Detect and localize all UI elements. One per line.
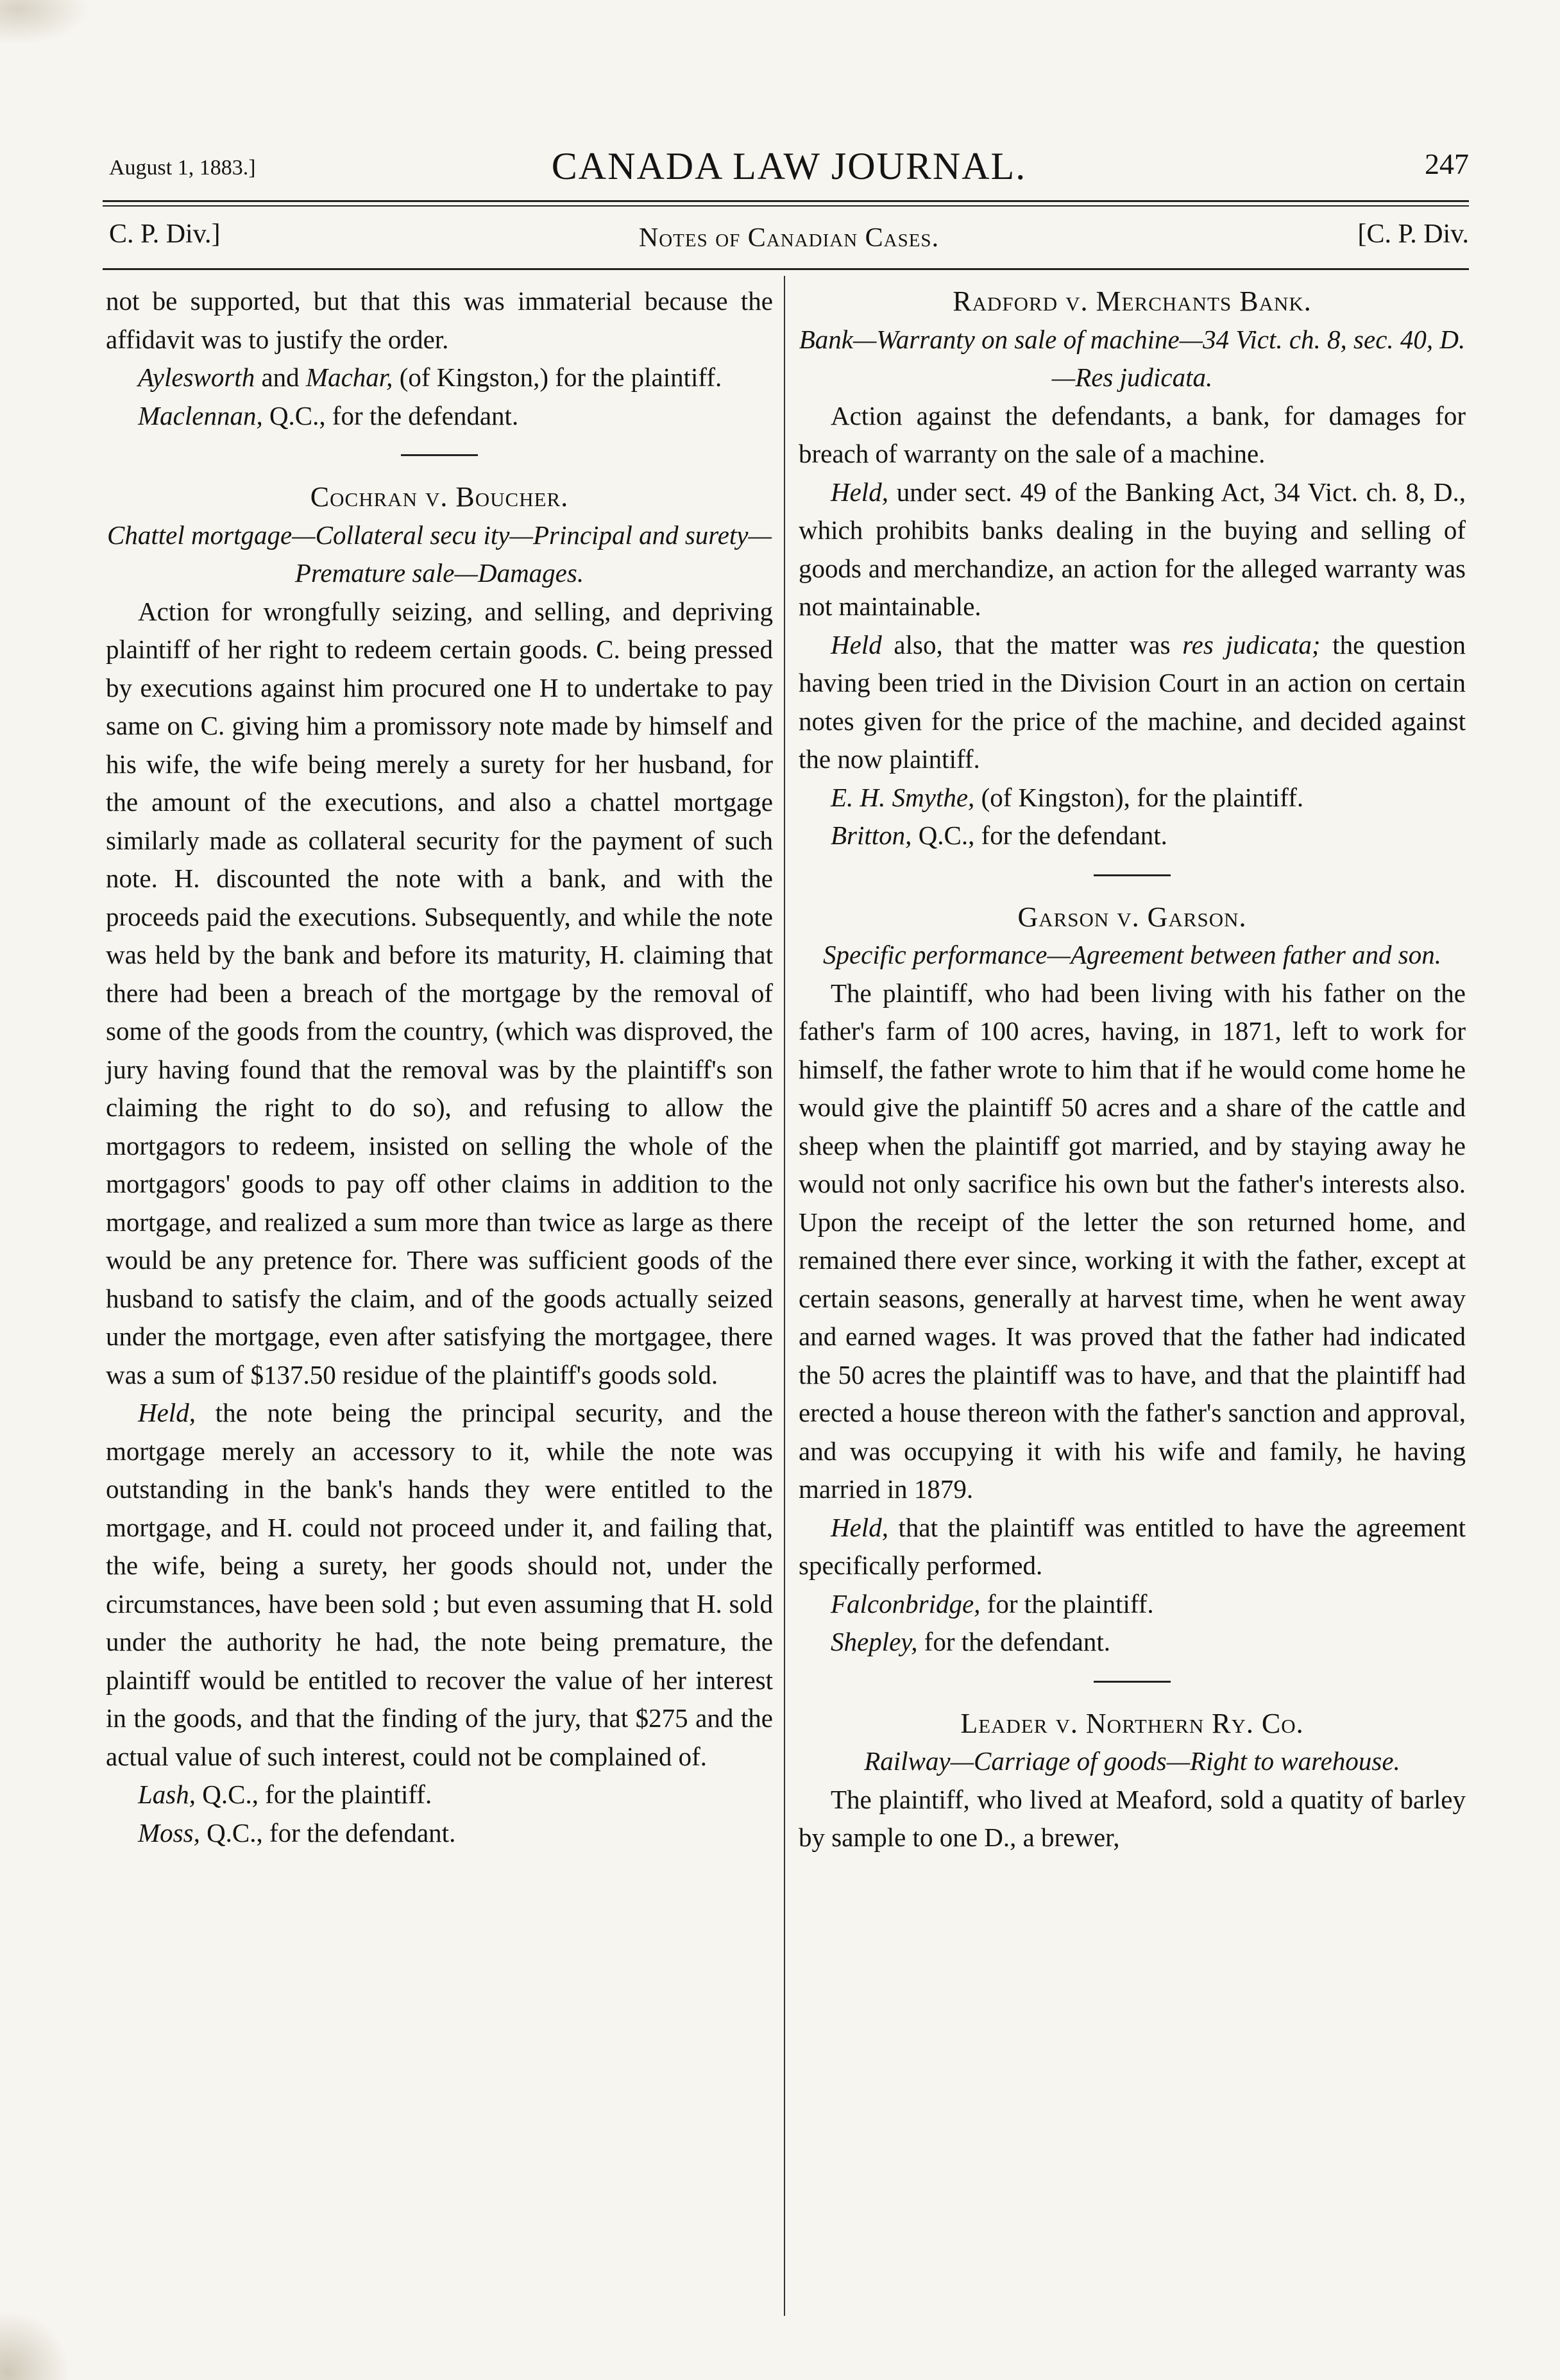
counsel-line: Moss, Q.C., for the defendant. [138,1817,456,1848]
case-body: Action for wrongfully seizing, and selling, and depriving plaintiff of her right to redeem certain goods. C. being pressed by executions against him procured one H to undertake to pay same on C. giving him a promissory note made by himself and his wife, the wife being merely a surety for her husband, for the amount of the executions, and also a chattel mortgage similarly made as collateral security for the payment of such note. H. discounted the note with a bank, and with the proceeds paid the executions. Subsequently, and while the note was held by the bank and before its maturity, H. claiming that there had been a breach of the mortgage by the removal of some of the goods from the country, (which was disproved, the jury having found that the removal was by the plaintiff's son claiming the right to do so), and refusing to allow the mortgagors to redeem, insisted on selling the whole of the mortgagors' goods to pay off other claims in addition to the mortgage, and realized a sum more than twice as large as there would be any pretence for. There was sufficient goods of the husband to satisfy the claim, and of the goods actually seized under the mortgage, even after satisfying the mortgagee, there was a sum of $137.50 residue of the plaintiff's goods sold. [106,596,773,1390]
case-headnote: Chattel mortgage—Collateral secu ity—Principal and surety—Premature sale—Damages. [107,520,772,588]
counsel-line: Maclennan, Q.C., for the defendant. [138,400,519,430]
right-column [799,282,1466,1857]
court-division-left: C. P. Div.] [109,219,221,249]
counsel-line: Britton, Q.C., for the defendant. [831,820,1167,850]
counsel-line: Shepley, for the defendant. [831,1627,1111,1656]
journal-title: CANADA LAW JOURNAL. [551,145,1027,187]
section-rule [103,268,1469,270]
counsel-name: E. H. Smythe, [831,782,975,812]
holding-paragraph: Held, the note being the principal security, and the mortgage merely an accessory to it, while the note was outstanding in the bank's hands they were entitled to the mortgage, and H. could not proceed under it, and failing that, the wife, being a surety, her goods should not, under the circumstances, have been sold ; but even assuming that H. sold under the authority he had, the note being premature, the plaintiff would be entitled to recover the value of her interest in the goods, and that the finding of the jury, that $275 and the actual value of such interest, could not be complained of. [106,1398,773,1771]
case-body: The plaintiff, who had been living with his father on the father's farm of 100 acres, having, in 1871, left to work for himself, the father wrote to him that if he would come home he would give the plaintiff 50 acres and a share of the cattle and sheep when the plaintiff got married, and by staying away he would not only sacrifice his own but the father's interests also. Upon the receipt of the letter the son returned home, and remained there ever since, working it with the father, except at certain seasons, generally at harvest time, when he went away and earned wages. It was proved that the father had indicated the 50 acres the plaintiff was to have, and that the plaintiff had erected a house thereon with the father's sanction and approval, and was occupying it with his wife and family, he having married in 1879. [799,978,1466,1504]
case-title-leader: Leader v. Northern Ry. Co. [960,1707,1304,1739]
counsel-line: Lash, Q.C., for the plaintiff. [138,1780,432,1809]
counsel-line: Falconbridge, for the plaintiff. [831,1588,1154,1619]
counsel-name: Falconbridge, [831,1588,981,1619]
counsel-line: Aylesworth and Machar, (of Kingston,) for the plaintiff. [138,362,722,392]
case-title-cochran: Cochran v. Boucher. [310,481,569,513]
holding-paragraph: Held, under sect. 49 of the Banking Act, 34 Vict. ch. 8, D., which prohibits banks dealing in the buying and selling of goods and merchandize, an action for the alleged warranty was not maintainable. [799,477,1466,621]
running-head [109,144,1469,196]
counsel-name: Maclennan, [138,400,263,430]
case-headnote: Specific performance—Agreement between father and son. [822,940,1442,969]
case-separator [1094,874,1171,876]
counsel-name: Lash, [138,1780,196,1809]
case-title-garson: Garson v. Garson. [1017,901,1247,933]
column-divider [784,276,785,2316]
holding-paragraph: Held also, that the matter was res judicata; the question having been tried in the Division Court in an action on certain notes given for the price of the machine, and decided against the now plaintiff. [799,629,1466,774]
case-body: The plaintiff, who lived at Meaford, sold a quatity of barley by sample to one D., a brewer, [799,1784,1466,1852]
case-separator [1094,1681,1171,1683]
counsel-name: Britton, [831,820,912,850]
counsel-name: Moss, [138,1817,200,1848]
page-stain-bottom [0,2309,71,2380]
left-column [106,282,773,1852]
header-rule [103,200,1469,207]
section-head [109,215,1469,260]
issue-date: August 1, 1883.] [109,156,256,180]
case-separator [401,454,478,456]
case-headnote: Bank—Warranty on sale of machine—34 Vict. ch. 8, sec. 40, D.—Res judicata. [799,324,1466,392]
page-stain-top [0,0,90,45]
case-title-radford: Radford v. Merchants Bank. [953,285,1312,317]
counsel-name: Machar, [305,362,393,392]
counsel-name: Aylesworth [138,362,255,392]
counsel-line: E. H. Smythe, (of Kingston), for the plaintiff. [831,782,1304,812]
court-division-right: [C. P. Div. [1357,219,1469,249]
continuation-paragraph: not be supported, but that this was immaterial because the affidavit was to justify the order. [106,286,773,354]
page-number: 247 [1425,148,1469,180]
case-headnote: Railway—Carriage of goods—Right to warehouse. [864,1746,1400,1776]
counsel-name: Shepley, [831,1627,918,1656]
section-title: Notes of Canadian Cases. [638,223,940,253]
case-body: Action against the defendants, a bank, for damages for breach of warranty on the sale of a machine. [799,400,1466,468]
holding-paragraph: Held, that the plaintiff was entitled to have the agreement specifically performed. [799,1512,1466,1580]
